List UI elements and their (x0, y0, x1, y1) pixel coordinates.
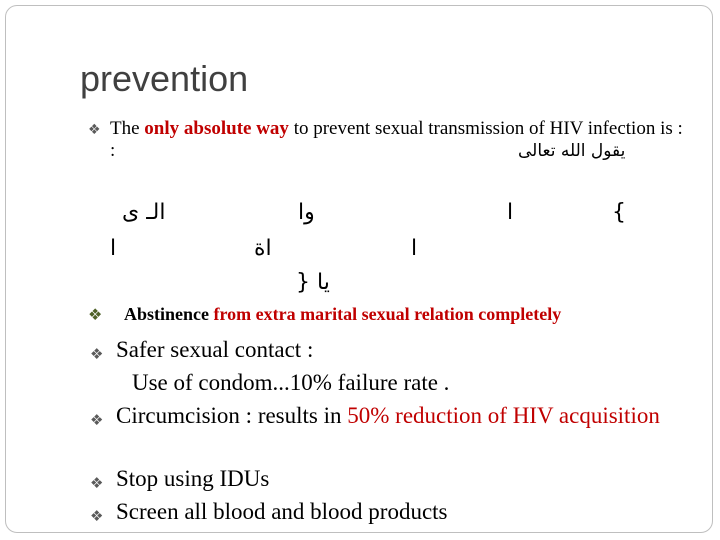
only-absolute-way: only absolute way (144, 118, 289, 139)
square-bullet-icon: ❖ (90, 345, 104, 363)
abstinence-word: Abstinence (124, 304, 209, 324)
square-bullet-icon: ❖ (90, 507, 104, 525)
square-bullet-icon: ❖ (90, 474, 104, 492)
bullet-idus (90, 465, 269, 492)
arabic-fragment: وا (298, 200, 315, 225)
idus-text: Stop using IDUs (116, 466, 270, 491)
circ-text: Circumcision : results in (116, 403, 348, 428)
bullet-hiv-prevention (90, 118, 690, 162)
arabic-fragment: الـ ى (122, 200, 166, 225)
square-bullet-icon: ❖ (88, 122, 101, 138)
safer-text: Safer sexual contact : (116, 337, 314, 362)
bullet-safer (90, 336, 313, 363)
abstinence-line (124, 304, 561, 325)
abstinence-detail: from extra marital sexual relation completely (209, 304, 562, 324)
arabic-quote-intro: يقول الله تعالى (518, 141, 626, 161)
slide-title: prevention (80, 58, 249, 99)
square-bullet-icon: ❖ (90, 411, 104, 429)
checkmark-bullet-icon: ❖ (88, 305, 103, 324)
arabic-fragment: } (612, 200, 626, 225)
circ-red-text: 50% reduction of HIV acquisition (347, 403, 660, 428)
condom-line: Use of condom...10% failure rate . (132, 370, 450, 395)
bullet-circumcision (90, 402, 690, 429)
arabic-fragment: ا (411, 236, 418, 261)
arabic-fragment: اة (254, 236, 272, 261)
screen-text: Screen all blood and blood products (116, 499, 448, 524)
arabic-fragment: يا { (296, 270, 330, 295)
bullet-screen (90, 498, 448, 525)
arabic-fragment: ا (507, 200, 514, 225)
text-the: The (110, 118, 145, 139)
text-rest: to prevent sexual transmission of HIV infection is : : (110, 118, 683, 161)
arabic-fragment: ا (110, 236, 117, 261)
